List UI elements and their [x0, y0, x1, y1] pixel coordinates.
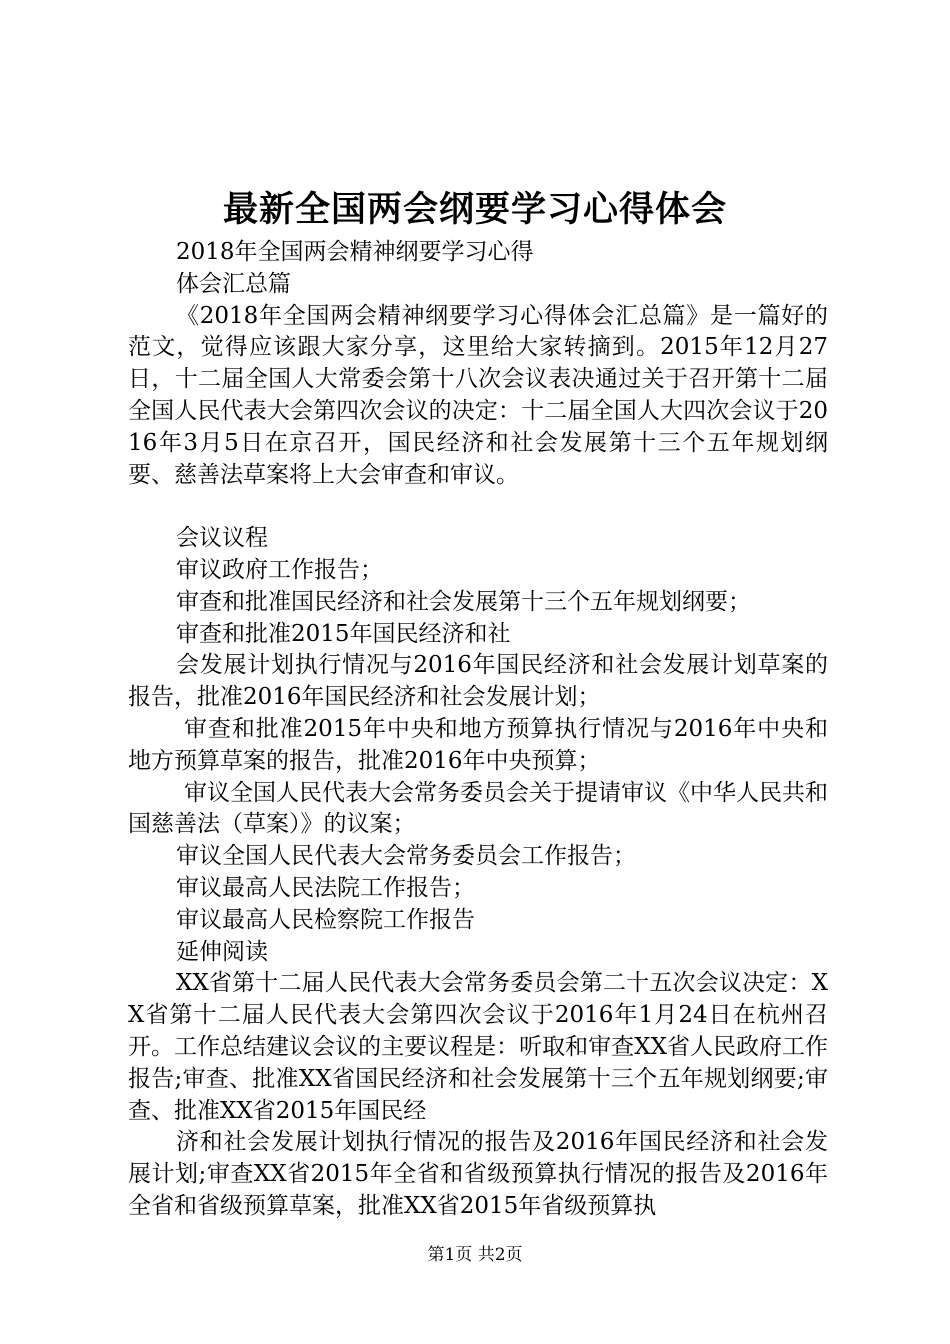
page-number-footer: 第1页 共2页: [427, 1245, 523, 1265]
agenda-item: 审议最高人民检察院工作报告: [176, 906, 475, 933]
agenda-item: 审查和批准2015年国民经济和社: [176, 620, 511, 647]
agenda-item: 会发展计划执行情况与2016年国民经济和社会发展计划草案的报告，批准2016年国民经济和社会发展计划；: [128, 652, 828, 711]
agenda-item: 审议全国人民代表大会常务委员会工作报告；: [176, 843, 636, 870]
document-body: [128, 237, 828, 1223]
extended-paragraph: 济和社会发展计划执行情况的报告及2016年国民经济和社会发展计划;审查XX省2015年全省和省级预算执行情况的报告及2016年全省和省级预算草案，批准XX省2015年省级预算执: [128, 1129, 828, 1219]
extended-reading-heading: 延伸阅读: [176, 938, 268, 965]
agenda-item: 审议全国人民代表大会常务委员会关于提请审议《中华人民共和国慈善法（草案）》的议案；: [128, 779, 828, 838]
document-title: 最新全国两会纲要学习心得体会: [222, 190, 727, 230]
subtitle-line-2: 体会汇总篇: [176, 270, 291, 297]
extended-paragraph: XX省第十二届人民代表大会常务委员会第二十五次会议决定：XX省第十二届人民代表大会第四次会议于2016年1月24日在杭州召开。工作总结建议会议的主要议程是：听取和审查XX省人民政府工作报告;审查、批准XX省国民经济和社会发展第十三个五年规划纲要;审查、批准XX省2015年国民经: [128, 970, 828, 1124]
blank-line: [128, 491, 828, 523]
intro-paragraph: 《2018年全国两会精神纲要学习心得体会汇总篇》是一篇好的范文，觉得应该跟大家分享，这里给大家转摘到。2015年12月27日，十二届全国人大常委会第十八次会议表决通过关于召开第十二届全国人民代表大会第四次会议的决定：十二届全国人大四次会议于2016年3月5日在京召开，国民经济和社会发展第十三个五年规划纲要、慈善法草案将上大会审查和审议。: [128, 302, 828, 488]
agenda-item: 审议政府工作报告；: [176, 556, 383, 583]
agenda-heading: 会议议程: [176, 525, 268, 552]
agenda-item: 审查和批准2015年中央和地方预算执行情况与2016年中央和地方预算草案的报告，批准2016年中央预算；: [128, 715, 828, 774]
agenda-item: 审查和批准国民经济和社会发展第十三个五年规划纲要；: [176, 588, 751, 615]
subtitle-line-1: 2018年全国两会精神纲要学习心得: [176, 239, 534, 265]
agenda-item: 审议最高人民法院工作报告；: [176, 874, 475, 901]
